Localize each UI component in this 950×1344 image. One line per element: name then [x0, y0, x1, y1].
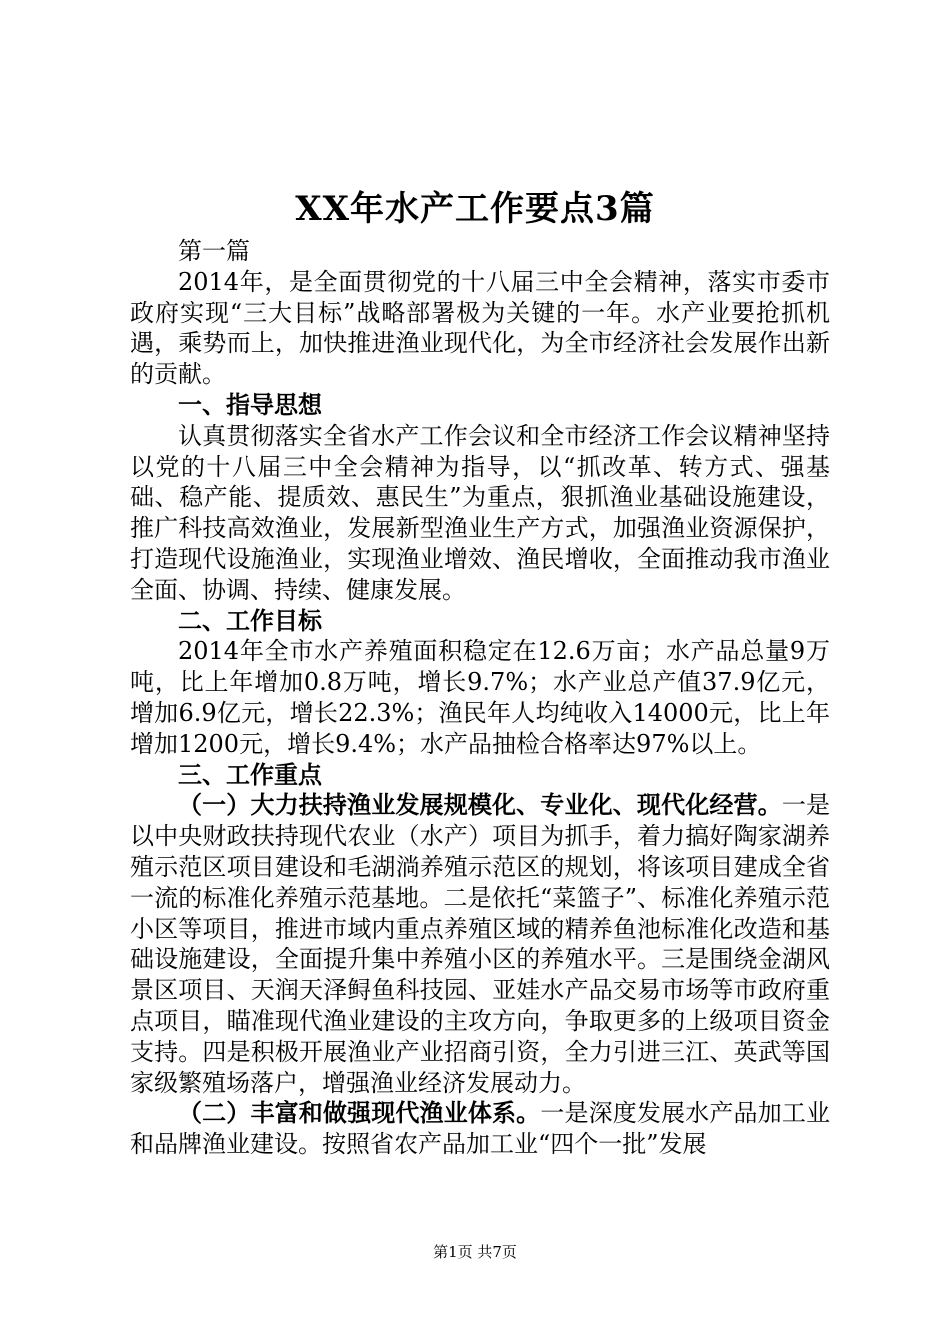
subheading-focus-1: （一）大力扶持渔业发展规模化、专业化、现代化经营。 [178, 790, 782, 820]
paragraph-guiding-ideology: 认真贯彻落实全省水产工作会议和全市经济工作会议精神坚持以党的十八届三中全会精神为指导，以“抓改革、转方式、强基础、稳产能、提质效、惠民生”为重点，狠抓渔业基础设施建设，推广科技高效渔业，发展新型渔业生产方式，加强渔业资源保护，打造现代设施渔业，实现渔业增效、渔民增收，全面推动我市渔业全面、协调、持续、健康发展。 [130, 421, 830, 604]
body-focus-1: 一是以中央财政扶持现代农业（水产）项目为抓手，着力搞好陶家湖养殖示范区项目建设和毛湖淌养殖示范区的规划，将该项目建成全省一流的标准化养殖示范基地。二是依托“菜篮子”、标准化养殖示范小区等项目，推进市域内重点养殖区域的精养鱼池标准化改造和基础设施建设，全面提升集中养殖小区的养殖水平。三是围绕金湖风景区项目、天润天泽鲟鱼科技园、亚娃水产品交易市场等市政府重点项目，瞄准现代渔业建设的主攻方向，争取更多的上级项目资金支持。四是积极开展渔业产业招商引资，全力引进三江、英武等国家级繁殖场落户，增强渔业经济发展动力。 [130, 791, 831, 1097]
paragraph-focus-2 [130, 1098, 830, 1160]
paragraph-focus-1 [130, 790, 830, 1098]
page-footer: 第1页 共7页 [433, 1243, 517, 1261]
paragraph-work-goals: 2014年全市水产养殖面积稳定在12.6万亩；水产品总量9万吨，比上年增加0.8万吨，增长9.7%；水产业总产值37.9亿元，增加6.9亿元，增长22.3%；渔民年人均纯收入14000元，比上年增加1200元，增长9.4%；水产品抽检合格率达97%以上。 [130, 637, 830, 758]
section-label: 第一篇 [178, 237, 250, 265]
document-body [130, 236, 830, 1160]
heading-guiding-ideology: 一、指导思想 [178, 389, 322, 419]
heading-work-focus: 三、工作重点 [178, 759, 322, 789]
heading-work-goals: 二、工作目标 [178, 605, 322, 635]
body-focus-2: 一是深度发展水产品加工业和品牌渔业建设。按照省农产品加工业“四个一批”发展 [130, 1099, 831, 1159]
intro-paragraph: 2014年，是全面贯彻党的十八届三中全会精神，落实市委市政府实现“三大目标”战略部署极为关键的一年。水产业要抢抓机遇，乘势而上，加快推进渔业现代化，为全市经济社会发展作出新的贡献。 [130, 267, 830, 389]
subheading-focus-2: （二）丰富和做强现代渔业体系。 [178, 1098, 541, 1128]
document-title: XX年水产工作要点3篇 [295, 189, 655, 229]
